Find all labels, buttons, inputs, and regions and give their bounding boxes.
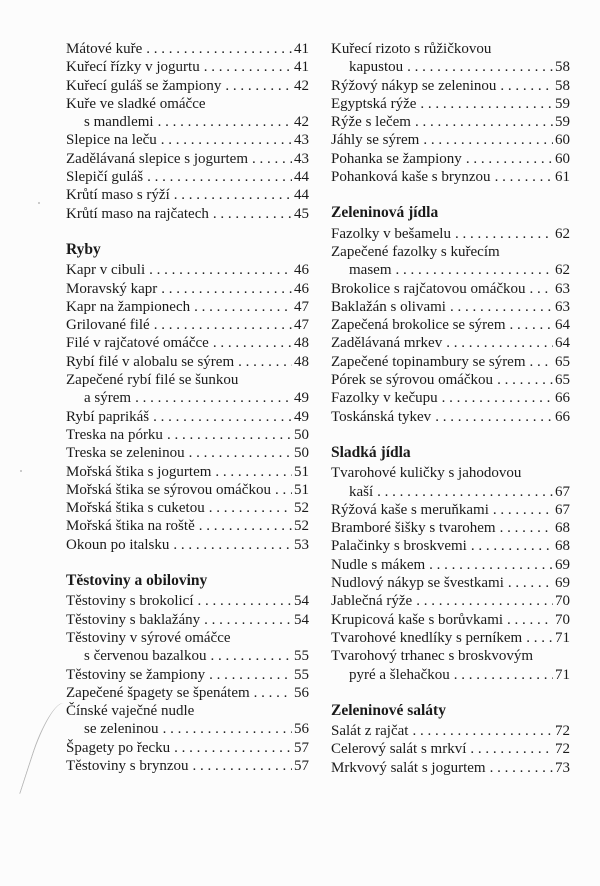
dot-leader xyxy=(145,261,292,279)
dot-leader xyxy=(451,225,553,243)
dot-leader xyxy=(416,95,553,113)
entry-title: Těstoviny s baklažány xyxy=(66,611,201,628)
entry-title: Nudlový nákyp se švestkami xyxy=(331,575,504,592)
entry-title: Mořská štika na roště xyxy=(66,518,195,535)
page-number: 43 xyxy=(294,132,309,149)
page-number: 69 xyxy=(555,556,570,573)
toc-entry xyxy=(66,298,309,316)
dot-leader xyxy=(157,280,292,298)
entry-title: Salát z rajčat xyxy=(331,723,409,740)
dot-leader xyxy=(185,444,292,462)
dot-leader xyxy=(190,298,292,316)
toc-entry xyxy=(66,611,309,629)
page-number: 59 xyxy=(555,114,570,131)
dot-leader xyxy=(392,261,554,279)
page-number: 70 xyxy=(555,593,570,610)
entry-title: Zadělávaná slepice s jogurtem xyxy=(66,150,249,167)
page-number: 63 xyxy=(555,280,570,297)
page-number: 51 xyxy=(294,481,309,498)
dot-leader xyxy=(209,334,292,352)
toc-entry xyxy=(331,95,570,113)
toc-entry xyxy=(66,444,309,462)
page-number: 70 xyxy=(555,611,570,628)
page-number: 55 xyxy=(294,648,309,665)
dot-leader xyxy=(438,389,553,407)
page-number: 54 xyxy=(294,593,309,610)
toc-entry xyxy=(331,389,570,407)
page-number: 61 xyxy=(555,169,570,186)
dot-leader xyxy=(412,592,553,610)
dot-leader xyxy=(194,592,293,610)
page-number: 65 xyxy=(555,372,570,389)
page-number: 52 xyxy=(294,518,309,535)
toc-entry xyxy=(66,113,309,131)
scan-speck xyxy=(20,470,22,472)
toc-entry xyxy=(66,186,309,204)
entry-title: masem xyxy=(349,262,392,279)
toc-entry xyxy=(331,298,570,316)
entry-title: Toskánská tykev xyxy=(331,408,432,425)
entry-title: Kuřecí řízky v jogurtu xyxy=(66,59,200,76)
dot-leader xyxy=(205,499,292,517)
dot-leader xyxy=(526,353,553,371)
page-number: 59 xyxy=(555,95,570,112)
page-number: 44 xyxy=(294,187,309,204)
dot-leader xyxy=(496,519,553,537)
page-number: 47 xyxy=(294,317,309,334)
entry-title: Baklažán s olivami xyxy=(331,298,446,315)
entry-title: Okoun po italsku xyxy=(66,536,170,553)
entry-title: pyré a šlehačkou xyxy=(349,666,450,683)
page-number: 41 xyxy=(294,41,309,57)
dot-leader xyxy=(522,629,553,647)
dot-leader xyxy=(188,757,292,775)
dot-leader xyxy=(159,720,292,738)
dot-leader xyxy=(442,334,553,352)
toc-entry xyxy=(331,537,570,555)
page-number: 68 xyxy=(555,520,570,537)
toc-entry xyxy=(331,722,570,740)
toc-entry xyxy=(331,334,570,352)
toc-entry xyxy=(66,463,309,481)
page-number: 65 xyxy=(555,353,570,370)
page-number: 72 xyxy=(555,723,570,740)
entry-title: Mořská štika s jogurtem xyxy=(66,463,212,480)
toc-entry-first-line xyxy=(66,629,309,647)
page-number: 60 xyxy=(555,132,570,149)
dot-leader xyxy=(250,684,292,702)
dot-leader xyxy=(503,611,553,629)
toc-entry-first-line xyxy=(331,464,570,482)
toc-entry xyxy=(331,574,570,592)
toc-entry xyxy=(331,150,570,168)
toc-entry xyxy=(66,499,309,517)
page-number: 45 xyxy=(294,205,309,222)
toc-entry xyxy=(66,280,309,298)
toc-entry-first-line xyxy=(66,371,309,389)
toc-entry xyxy=(66,666,309,684)
page-number: 72 xyxy=(555,741,570,758)
section-heading-zeleninove-salaty: Zeleninové saláty xyxy=(331,701,446,719)
toc-entry xyxy=(331,225,570,243)
entry-title: Pohanka se žampiony xyxy=(331,150,462,167)
entry-title: Brokolice s rajčatovou omáčkou xyxy=(331,280,526,297)
dot-leader xyxy=(157,131,292,149)
toc-entry xyxy=(331,611,570,629)
page-number: 58 xyxy=(555,77,570,94)
dot-leader xyxy=(425,556,553,574)
toc-entry xyxy=(66,334,309,352)
entry-title: Těstoviny s brynzou xyxy=(66,757,189,774)
toc-entry xyxy=(331,740,570,758)
page-number: 49 xyxy=(294,408,309,425)
page-number: 68 xyxy=(555,538,570,555)
entry-title: Krůtí maso s rýží xyxy=(66,187,170,204)
dot-leader xyxy=(373,483,553,501)
entry-title: Těstoviny se žampiony xyxy=(66,666,206,683)
entry-title: kapustou xyxy=(349,59,404,76)
page-number: 57 xyxy=(294,739,309,756)
entry-title: Mátové kuře xyxy=(66,41,143,57)
dot-leader xyxy=(271,481,292,499)
toc-entry-first-line xyxy=(331,243,570,261)
entry-title: Těstoviny s brokolicí xyxy=(66,593,194,610)
page-number: 66 xyxy=(555,408,570,425)
entry-title: se zeleninou xyxy=(84,721,159,738)
page-number: 48 xyxy=(294,335,309,352)
toc-entry xyxy=(331,353,570,371)
toc-entry xyxy=(66,408,309,426)
dot-leader xyxy=(149,408,292,426)
section-heading-zeleninova-jidla: Zeleninová jídla xyxy=(331,204,439,222)
page-number: 50 xyxy=(294,445,309,462)
page-number: 66 xyxy=(555,390,570,407)
entry-title: Čínské vaječné nudle xyxy=(66,703,195,720)
entry-title: Filé v rajčatové omáčce xyxy=(66,335,209,352)
page-number: 43 xyxy=(294,150,309,167)
entry-title: Mořská štika se sýrovou omáčkou xyxy=(66,481,271,498)
entry-title: Kapr na žampionech xyxy=(66,298,191,315)
page-number: 57 xyxy=(294,757,309,774)
entry-title: Fazolky v bešamelu xyxy=(331,225,451,242)
entry-title: Zapečená brokolice se sýrem xyxy=(331,317,506,334)
toc-entry xyxy=(66,40,309,58)
entry-title: Bramboré šišky s tvarohem xyxy=(331,520,496,537)
page-number: 46 xyxy=(294,262,309,279)
toc-entry xyxy=(331,556,570,574)
toc-entry xyxy=(66,261,309,279)
entry-title: Těstoviny v sýrové omáčce xyxy=(66,629,231,646)
toc-left-column xyxy=(66,40,309,775)
dot-leader xyxy=(496,77,553,95)
dot-leader xyxy=(446,298,553,316)
entry-title: Celerový salát s mrkví xyxy=(331,741,467,758)
entry-title: Moravský kapr xyxy=(66,280,158,297)
entry-title: Rybí filé v alobalu se sýrem xyxy=(66,353,235,370)
dot-leader xyxy=(467,537,553,555)
toc-entry xyxy=(66,536,309,554)
page-number: 48 xyxy=(294,353,309,370)
entry-title: s mandlemi xyxy=(84,114,154,131)
dot-leader xyxy=(200,58,292,76)
toc-entry xyxy=(331,131,570,149)
dot-leader xyxy=(411,113,553,131)
dot-leader xyxy=(431,408,553,426)
entry-title: Fazolky v kečupu xyxy=(331,390,438,407)
section-heading-ryby: Ryby xyxy=(66,240,101,258)
dot-leader xyxy=(408,722,553,740)
dot-leader xyxy=(169,536,292,554)
entry-title: Kuřecí guláš se žampiony xyxy=(66,77,222,94)
toc-entry-first-line xyxy=(331,647,570,665)
dot-leader xyxy=(234,353,292,371)
toc-entry xyxy=(66,684,309,702)
entry-title: Rýže s lečem xyxy=(331,114,411,131)
entry-title: Tvarohové knedlíky s perníkem xyxy=(331,629,523,646)
page-number: 63 xyxy=(555,298,570,315)
toc-entry xyxy=(331,408,570,426)
page-number: 64 xyxy=(555,317,570,334)
entry-title: Grilované filé xyxy=(66,317,150,334)
dot-leader xyxy=(211,463,292,481)
dot-leader xyxy=(403,58,553,76)
entry-title: Jablečná rýže xyxy=(331,593,413,610)
dot-leader xyxy=(170,186,292,204)
toc-entry-first-line xyxy=(66,95,309,113)
page-number: 67 xyxy=(555,501,570,518)
entry-title: Zapečené fazolky s kuřecím xyxy=(331,243,500,260)
dot-leader xyxy=(200,611,292,629)
dot-leader xyxy=(170,739,292,757)
dot-leader xyxy=(526,280,553,298)
entry-title: Rýžový nákyp se zeleninou xyxy=(331,77,497,94)
toc-entry xyxy=(331,629,570,647)
entry-title: Špagety po řecku xyxy=(66,739,171,756)
dot-leader xyxy=(221,77,292,95)
toc-entry-first-line xyxy=(66,702,309,720)
page-number: 71 xyxy=(555,666,570,683)
toc-entry xyxy=(66,353,309,371)
entry-title: Kapr v cibuli xyxy=(66,262,146,279)
page-number: 47 xyxy=(294,298,309,315)
entry-title: a sýrem xyxy=(84,390,132,407)
entry-title: Krůtí maso na rajčatech xyxy=(66,205,209,222)
toc-entry xyxy=(66,316,309,334)
toc-entry xyxy=(331,666,570,684)
toc-entry xyxy=(331,759,570,777)
entry-title: Mrkvový salát s jogurtem xyxy=(331,759,486,776)
toc-entry xyxy=(331,316,570,334)
toc-entry xyxy=(331,168,570,186)
dot-leader xyxy=(150,316,292,334)
entry-title: Zapečené topinambury se sýrem xyxy=(331,353,526,370)
dot-leader xyxy=(493,371,553,389)
page-number: 62 xyxy=(555,225,570,242)
page-number: 67 xyxy=(555,483,570,500)
dot-leader xyxy=(506,316,554,334)
dot-leader xyxy=(209,205,292,223)
section-heading-testoviny-a-obiloviny: Těstoviny a obiloviny xyxy=(66,572,208,590)
entry-title: Rýžová kaše s meruňkami xyxy=(331,501,489,518)
toc-entry xyxy=(66,720,309,738)
toc-entry xyxy=(66,426,309,444)
dot-leader xyxy=(504,574,553,592)
entry-title: Tvarohové kuličky s jahodovou xyxy=(331,465,522,482)
dot-leader xyxy=(419,131,553,149)
toc-entry-first-line xyxy=(331,40,570,58)
dot-leader xyxy=(462,150,553,168)
toc-entry xyxy=(66,481,309,499)
toc-entry xyxy=(66,389,309,407)
dot-leader xyxy=(248,150,292,168)
toc-right-column xyxy=(331,40,570,777)
entry-title: kaší xyxy=(349,483,374,500)
entry-title: Palačinky s broskvemi xyxy=(331,538,467,555)
toc-entry xyxy=(331,592,570,610)
toc-entry xyxy=(66,757,309,775)
toc-entry xyxy=(331,501,570,519)
entry-title: Nudle s mákem xyxy=(331,556,426,573)
entry-title: Kuřecí rizoto s růžičkovou xyxy=(331,41,492,57)
page-number: 52 xyxy=(294,500,309,517)
dot-leader xyxy=(195,517,292,535)
page-number: 42 xyxy=(294,77,309,94)
entry-title: Slepičí guláš xyxy=(66,169,144,186)
toc-entry xyxy=(331,280,570,298)
entry-title: Pórek se sýrovou omáčkou xyxy=(331,372,494,389)
entry-title: Mořská štika s cuketou xyxy=(66,500,205,517)
dot-leader xyxy=(486,759,553,777)
page-number: 55 xyxy=(294,666,309,683)
toc-entry xyxy=(331,371,570,389)
dot-leader xyxy=(131,389,292,407)
entry-title: Jáhly se sýrem xyxy=(331,132,420,149)
page-number: 73 xyxy=(555,759,570,776)
toc-entry xyxy=(66,131,309,149)
entry-title: Pohanková kaše s brynzou xyxy=(331,169,491,186)
page-number: 62 xyxy=(555,262,570,279)
page-number: 56 xyxy=(294,721,309,738)
entry-title: Zapečené rybí filé se šunkou xyxy=(66,372,239,389)
entry-title: Egyptská rýže xyxy=(331,95,417,112)
page-number: 41 xyxy=(294,59,309,76)
dot-leader xyxy=(206,647,292,665)
dot-leader xyxy=(205,666,292,684)
entry-title: Kuře ve sladké omáčce xyxy=(66,95,206,112)
dot-leader xyxy=(163,426,292,444)
toc-entry xyxy=(66,205,309,223)
entry-title: Treska na pórku xyxy=(66,426,163,443)
page-number: 50 xyxy=(294,426,309,443)
entry-title: s červenou bazalkou xyxy=(84,648,207,665)
toc-entry xyxy=(66,150,309,168)
scan-speck xyxy=(38,202,40,204)
entry-title: Zadělávaná mrkev xyxy=(331,335,443,352)
toc-entry xyxy=(66,58,309,76)
dot-leader xyxy=(143,168,292,186)
toc-entry xyxy=(331,77,570,95)
page-number: 69 xyxy=(555,575,570,592)
entry-title: Tvarohový trhanec s broskvovým xyxy=(331,648,534,665)
toc-entry xyxy=(66,168,309,186)
dot-leader xyxy=(154,113,292,131)
toc-entry xyxy=(66,739,309,757)
page-number: 53 xyxy=(294,536,309,553)
dot-leader xyxy=(491,168,553,186)
toc-entry xyxy=(331,519,570,537)
page-number: 42 xyxy=(294,114,309,131)
toc-entry xyxy=(66,77,309,95)
toc-entry xyxy=(66,517,309,535)
page-number: 49 xyxy=(294,390,309,407)
toc-entry xyxy=(66,592,309,610)
page-number: 58 xyxy=(555,59,570,76)
page-number: 51 xyxy=(294,463,309,480)
dot-leader xyxy=(142,40,292,58)
toc-entry xyxy=(331,483,570,501)
entry-title: Krupicová kaše s borůvkami xyxy=(331,611,504,628)
entry-title: Zapečené špagety se špenátem xyxy=(66,684,250,701)
entry-title: Slepice na leču xyxy=(66,132,157,149)
entry-title: Treska se zeleninou xyxy=(66,445,185,462)
page-number: 56 xyxy=(294,684,309,701)
entry-title: Rybí paprikáš xyxy=(66,408,150,425)
toc-entry xyxy=(331,261,570,279)
page-number: 54 xyxy=(294,611,309,628)
page-number: 64 xyxy=(555,335,570,352)
toc-entry xyxy=(331,58,570,76)
page-number: 46 xyxy=(294,280,309,297)
section-heading-sladka-jidla: Sladká jídla xyxy=(331,443,411,461)
toc-entry xyxy=(331,113,570,131)
page-number: 71 xyxy=(555,629,570,646)
toc-entry xyxy=(66,647,309,665)
dot-leader xyxy=(489,501,553,519)
page-number: 44 xyxy=(294,169,309,186)
dot-leader xyxy=(466,740,553,758)
dot-leader xyxy=(450,666,553,684)
page-number: 60 xyxy=(555,150,570,167)
